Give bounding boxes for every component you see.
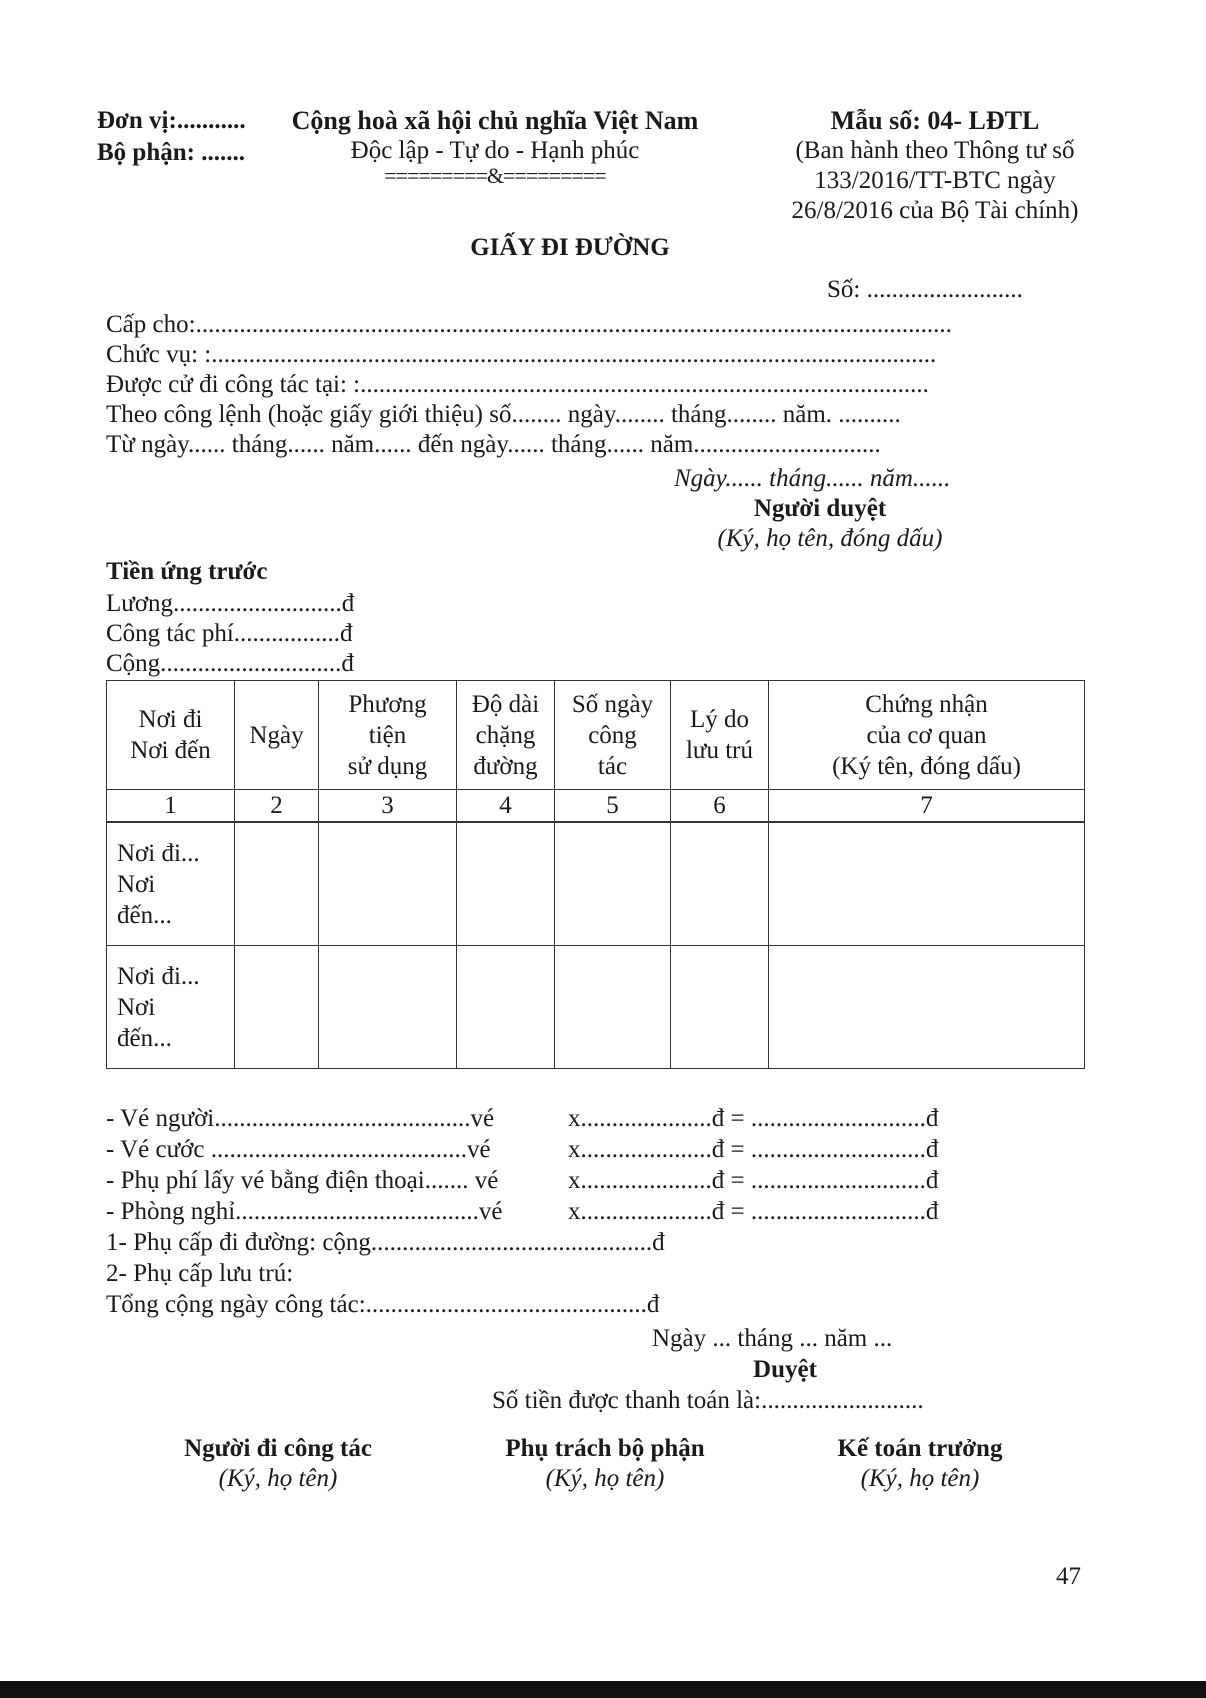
cost-phong-nghi: - Phòng nghỉ.......................................vé	[106, 1198, 503, 1225]
col-number: 7	[769, 790, 1085, 823]
sig-sub-accountant: (Ký, họ tên)	[860, 1465, 980, 1492]
form-code: Mẫu số: 04- LĐTL	[830, 106, 1040, 135]
row-cell-phuong-tien[interactable]	[319, 946, 457, 1069]
col-number: 4	[457, 790, 555, 823]
col-number: 3	[319, 790, 457, 823]
scan-border	[0, 1681, 1206, 1698]
field-cong-lenh: Theo công lệnh (hoặc giấy giới thiệu) số........ ngày........ tháng........ năm. ..........	[106, 401, 901, 428]
row-cell-ly-do[interactable]	[671, 946, 769, 1069]
row-cell-chung-nhan[interactable]	[769, 946, 1085, 1069]
row-cell-ly-do[interactable]	[671, 822, 769, 946]
header-do-dai: Độ dài chặng đường	[457, 681, 555, 790]
sig-title-department: Phụ trách bộ phận	[505, 1435, 705, 1462]
cost-phu-phi-calc: x.....................đ = ............................đ	[568, 1167, 939, 1194]
row-cell-ngay[interactable]	[235, 822, 319, 946]
advance-heading: Tiền ứng trước	[106, 558, 268, 585]
travel-table	[106, 680, 1085, 1069]
form-note-3: 26/8/2016 của Bộ Tài chính)	[791, 197, 1079, 224]
sig-title-accountant: Kế toán trưởng	[837, 1435, 1003, 1462]
approver-sign-note: (Ký, họ tên, đóng dấu)	[717, 525, 943, 552]
col-number: 1	[107, 790, 235, 823]
document-title: GIẤY ĐI ĐƯỜNG	[470, 234, 670, 261]
cost-ve-cuoc: - Vé cước .........................................vé	[106, 1136, 491, 1163]
approve-date: Ngày...... tháng...... năm......	[674, 465, 951, 492]
nation-title: Cộng hoà xã hội chủ nghĩa Việt Nam	[291, 106, 699, 135]
row-location-cell[interactable]: Nơi đi... Nơi đến...	[107, 822, 235, 946]
row-cell-do-dai[interactable]	[457, 946, 555, 1069]
field-tu-ngay: Từ ngày...... tháng...... năm...... đến ngày...... tháng...... năm..............................	[106, 431, 881, 458]
table-row	[107, 946, 1085, 1069]
col-number: 5	[555, 790, 671, 823]
sig-sub-department: (Ký, họ tên)	[545, 1465, 665, 1492]
col-number: 6	[671, 790, 769, 823]
sig-title-traveler: Người đi công tác	[184, 1435, 372, 1462]
field-cap-cho: Cấp cho:.........................................................................................................................	[106, 311, 952, 338]
document-number: Số: .........................	[827, 276, 1023, 303]
table-header-row	[107, 681, 1085, 790]
final-date: Ngày ... tháng ... năm ...	[652, 1325, 893, 1352]
row-cell-ngay[interactable]	[235, 946, 319, 1069]
bo-phan: Bộ phận: .......	[97, 139, 245, 166]
total-days: Tổng cộng ngày công tác:.............................................đ	[106, 1291, 660, 1318]
table-row	[107, 822, 1085, 946]
final-duyet: Duyệt	[753, 1356, 817, 1383]
header-so-ngay: Số ngày công tác	[555, 681, 671, 790]
advance-cong-tac-phi: Công tác phí.................đ	[106, 620, 353, 647]
header-ly-do: Lý do lưu trú	[671, 681, 769, 790]
advance-cong: Cộng.............................đ	[106, 650, 354, 677]
field-chuc-vu: Chức vụ: :....................................................................................................................	[106, 341, 937, 368]
payment-amount: Số tiền được thanh toán là:..........................	[492, 1387, 924, 1414]
col-number: 2	[235, 790, 319, 823]
nation-divider: =========&=========	[384, 163, 606, 188]
row-cell-phuong-tien[interactable]	[319, 822, 457, 946]
row-location-cell[interactable]: Nơi đi... Nơi đến...	[107, 946, 235, 1069]
cost-ve-nguoi-calc: x.....................đ = ............................đ	[568, 1105, 939, 1132]
row-cell-so-ngay[interactable]	[555, 946, 671, 1069]
cost-ve-cuoc-calc: x.....................đ = ............................đ	[568, 1136, 939, 1163]
header-noi-di-noi-den: Nơi đi Nơi đến	[107, 681, 235, 790]
cost-phu-phi: - Phụ phí lấy vé bằng điện thoại....... vé	[106, 1167, 499, 1194]
nation-motto: Độc lập - Tự do - Hạnh phúc	[350, 137, 640, 164]
don-vi: Đơn vị:...........	[97, 107, 246, 134]
header-chung-nhan: Chứng nhận của cơ quan (Ký tên, đóng dấu)	[769, 681, 1085, 790]
row-cell-do-dai[interactable]	[457, 822, 555, 946]
form-note-2: 133/2016/TT-BTC ngày	[814, 167, 1056, 194]
advance-luong: Lương...........................đ	[106, 590, 355, 617]
table-number-row	[107, 790, 1085, 823]
header-ngay: Ngày	[235, 681, 319, 790]
cost-phong-nghi-calc: x.....................đ = ............................đ	[568, 1198, 939, 1225]
row-cell-so-ngay[interactable]	[555, 822, 671, 946]
row-cell-chung-nhan[interactable]	[769, 822, 1085, 946]
field-noi-cong-tac: Được cử đi công tác tại: :...........................................................................................	[106, 371, 929, 398]
allowance-travel: 1- Phụ cấp đi đường: cộng.............................................đ	[106, 1229, 665, 1256]
form-note-1: (Ban hành theo Thông tư số	[795, 137, 1075, 164]
approver-title: Người duyệt	[753, 495, 887, 522]
sig-sub-traveler: (Ký, họ tên)	[218, 1465, 338, 1492]
cost-ve-nguoi: - Vé người.........................................vé	[106, 1105, 495, 1132]
header-phuong-tien: Phương tiện sử dụng	[319, 681, 457, 790]
page-number: 47	[1056, 1563, 1081, 1590]
allowance-stay: 2- Phụ cấp lưu trú:	[106, 1260, 294, 1287]
